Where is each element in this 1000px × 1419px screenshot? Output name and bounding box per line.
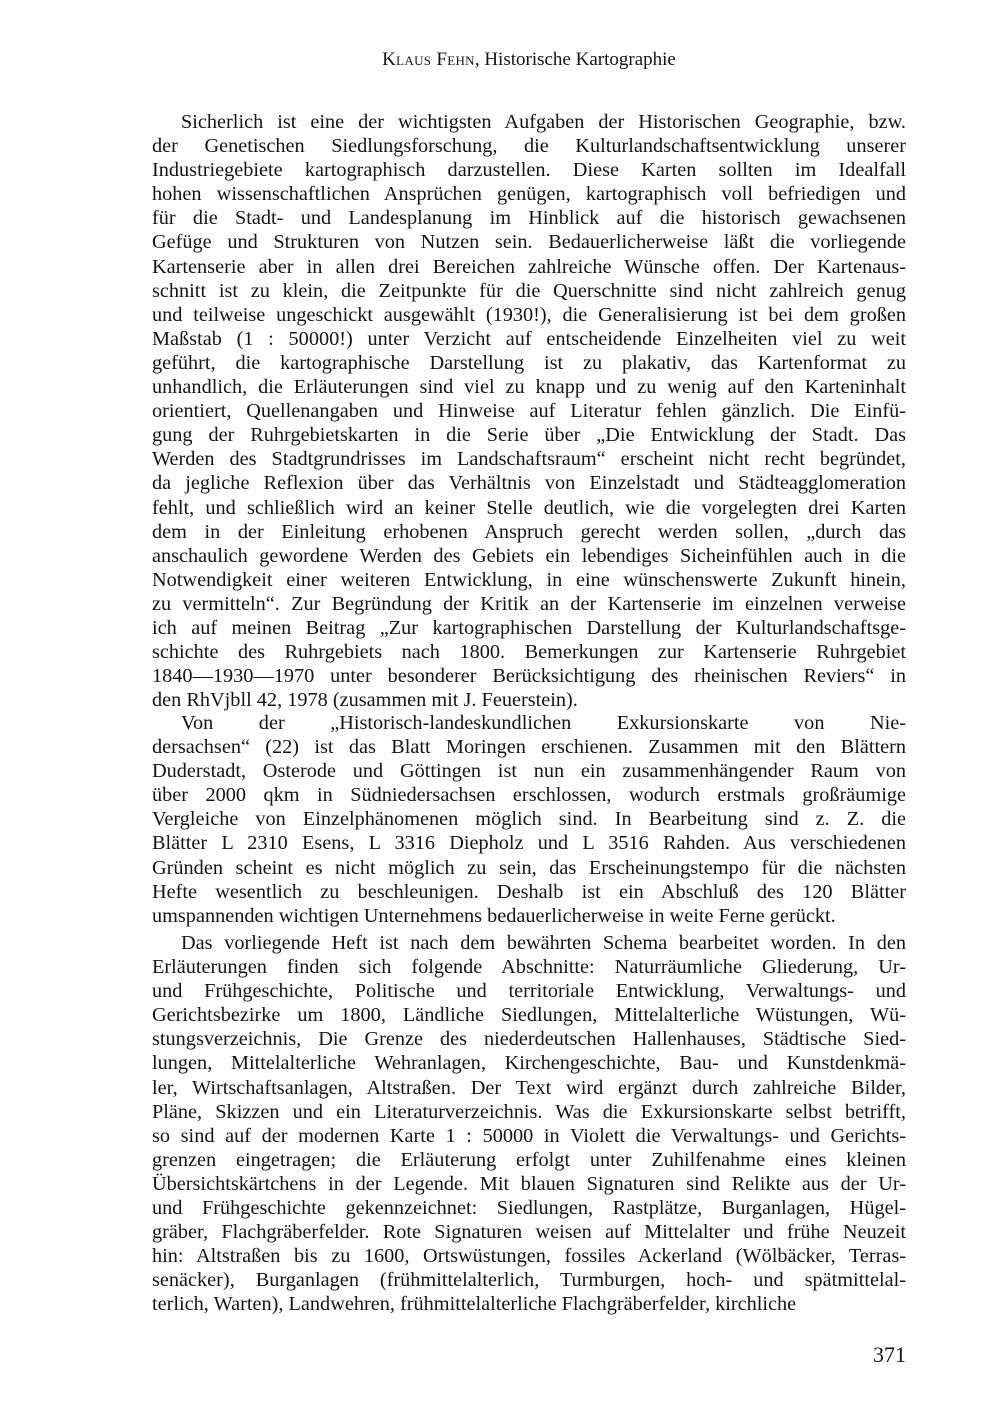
header-title: Historische Kartographie bbox=[484, 49, 676, 70]
text-line: Gerichtsbezirke um 1800, Ländliche Siedlungen, Mittelalterliche Wüstungen, Wü- bbox=[152, 1004, 906, 1027]
text-line: Übersichtskärtchens in der Legende. Mit blauen Signaturen sind Relikte aus der Ur- bbox=[152, 1172, 906, 1195]
text-line: unhandlich, die Erläuterungen sind viel zu knapp und zu wenig auf den Karteninhalt bbox=[152, 376, 906, 399]
text-line: Duderstadt, Osterode und Göttingen ist nun ein zusammenhängender Raum von bbox=[152, 760, 906, 783]
text-line: Maßstab (1 : 50000!) unter Verzicht auf entscheidende Einzelheiten viel zu weit bbox=[152, 327, 906, 350]
text-line: Gefüge und Strukturen von Nutzen sein. Bedauerlicherweise läßt die vorliegende bbox=[152, 231, 906, 254]
text-line: lungen, Mittelalterliche Wehranlagen, Kirchengeschichte, Bau- und Kunstdenkmä- bbox=[152, 1052, 906, 1075]
text-line: 1840—1930—1970 unter besonderer Berücksichtigung des rheinischen Reviers“ in bbox=[152, 665, 906, 688]
text-line: Blätter L 2310 Esens, L 3316 Diepholz und L 3516 Rahden. Aus verschiedenen bbox=[152, 832, 906, 855]
text-line: geführt, die kartographische Darstellung ist zu plakativ, das Kartenformat zu bbox=[152, 351, 906, 374]
paragraph-ruhrgebiet-critique bbox=[152, 110, 906, 712]
text-line: ich auf meinen Beitrag „Zur kartographischen Darstellung der Kulturlandschaftsge- bbox=[152, 616, 906, 639]
text-line: Von der „Historisch-landeskundlichen Exkursionskarte von Nie- bbox=[181, 712, 906, 734]
text-line: über 2000 qkm in Südniedersachsen erschlossen, wodurch erstmals großräumige bbox=[152, 784, 906, 807]
text-line: anschaulich gewordene Werden des Gebiets ein lebendiges Sicheinfühlen auch in die bbox=[152, 544, 906, 567]
text-line: für die Stadt- und Landesplanung im Hinblick auf die historisch gewachsenen bbox=[152, 207, 906, 230]
text-line: schnitt ist zu klein, die Zeitpunkte für die Querschnitte sind nicht zahlreich genug bbox=[152, 279, 906, 302]
text-line: schichte des Ruhrgebiets nach 1800. Bemerkungen zur Kartenserie Ruhrgebiet bbox=[152, 641, 906, 664]
text-line: zu vermitteln“. Zur Begründung der Kritik an der Kartenserie im einzelnen verweise bbox=[152, 592, 906, 615]
text-line: und Frühgeschichte gekennzeichnet: Siedlungen, Rastplätze, Burganlagen, Hügel- bbox=[152, 1197, 906, 1220]
text-line: Erläuterungen finden sich folgende Abschnitte: Naturräumliche Gliederung, Ur- bbox=[152, 956, 906, 979]
page-number: 371 bbox=[873, 1342, 906, 1367]
text-line: Werden des Stadtgrundrisses im Landschaftsraum“ erscheint nicht recht begründet, bbox=[152, 448, 906, 471]
text-line: gräber, Flachgräberfelder. Rote Signaturen weisen auf Mittelalter und frühe Neuzeit bbox=[152, 1221, 906, 1244]
text-line: fehlt, und schließlich wird an keiner Stelle deutlich, wie die vorgelegten drei Karten bbox=[152, 496, 906, 519]
text-line: Sicherlich ist eine der wichtigsten Aufgaben der Historischen Geographie, bzw. bbox=[181, 111, 906, 133]
text-line: Hefte wesentlich zu beschleunigen. Deshalb ist ein Abschluß des 120 Blätter bbox=[152, 880, 906, 903]
text-line: umspannenden wichtigen Unternehmens bedauerlicherweise in weite Ferne gerückt. bbox=[152, 904, 836, 927]
text-line: da jegliche Reflexion über das Verhältnis von Einzelstadt und Städteagglomeration bbox=[152, 472, 906, 495]
text-line: Vergleiche von Einzelphänomenen möglich sind. In Bearbeitung sind z. Z. die bbox=[152, 808, 906, 831]
text-line: grenzen eingetragen; die Erläuterung erfolgt unter Zuhilfenahme eines kleinen bbox=[152, 1148, 906, 1171]
text-line: stungsverzeichnis, Die Grenze des niederdeutschen Hallenhauses, Städtische Sied- bbox=[152, 1028, 906, 1051]
text-line: gung der Ruhrgebietskarten in die Serie über „Die Entwicklung der Stadt. Das bbox=[152, 424, 906, 447]
text-line: hin: Altstraßen bis zu 1600, Ortswüstungen, fossiles Ackerland (Wölbäcker, Terras- bbox=[152, 1245, 906, 1268]
text-line: ler, Wirtschaftsanlagen, Altstraßen. Der Text wird ergänzt durch zahlreiche Bilder, bbox=[152, 1076, 906, 1099]
text-line: dem in der Einleitung erhobenen Anspruch gerecht werden sollen, „durch das bbox=[152, 520, 906, 543]
paragraph-exkursionskarte-niedersachsen bbox=[152, 711, 906, 928]
running-header bbox=[152, 48, 906, 72]
text-line: Notwendigkeit einer weiteren Entwicklung, in eine wünschenswerte Zukunft hinein, bbox=[152, 568, 906, 591]
text-line: Industriegebiete kartographisch darzustellen. Diese Karten sollten im Idealfall bbox=[152, 159, 906, 182]
text-line: Gründen scheint es nicht möglich zu sein, das Erscheinungstempo für die nächsten bbox=[152, 856, 906, 879]
text-line: senäcker), Burganlagen (frühmittelalterlich, Turmburgen, hoch- und spätmittelal- bbox=[152, 1269, 906, 1292]
text-line: dersachsen“ (22) ist das Blatt Moringen erschienen. Zusammen mit den Blättern bbox=[152, 736, 906, 759]
paragraph-heft-contents bbox=[152, 931, 906, 1317]
text-line: orientiert, Quellenangaben und Hinweise auf Literatur fehlen gänzlich. Die Einfü- bbox=[152, 400, 906, 423]
text-line: Pläne, Skizzen und ein Literaturverzeichnis. Was die Exkursionskarte selbst betrifft, bbox=[152, 1100, 906, 1123]
text-line: Das vorliegende Heft ist nach dem bewährten Schema bearbeitet worden. In den bbox=[181, 932, 906, 954]
text-line: und Frühgeschichte, Politische und territoriale Entwicklung, Verwaltungs- und bbox=[152, 980, 906, 1003]
text-line: der Genetischen Siedlungsforschung, die Kulturlandschaftsentwicklung unserer bbox=[152, 135, 906, 158]
text-line: hohen wissenschaftlichen Ansprüchen genügen, kartographisch voll befriedigen und bbox=[152, 183, 906, 206]
header-author: Klaus Fehn bbox=[382, 49, 475, 70]
text-line: Kartenserie aber in allen drei Bereichen zahlreiche Wünsche offen. Der Kartenaus- bbox=[152, 255, 906, 278]
text-line: den RhVjbll 42, 1978 (zusammen mit J. Feuerstein). bbox=[152, 689, 578, 712]
text-line: so sind auf der modernen Karte 1 : 50000 in Violett die Verwaltungs- und Gerichts- bbox=[152, 1124, 906, 1147]
text-line: und teilweise ungeschickt ausgewählt (1930!), die Generalisierung ist bei dem großen bbox=[152, 303, 906, 326]
header-separator: , bbox=[474, 49, 480, 70]
text-line: terlich, Warten), Landwehren, frühmittelalterliche Flachgräberfelder, kirchliche bbox=[152, 1293, 797, 1316]
